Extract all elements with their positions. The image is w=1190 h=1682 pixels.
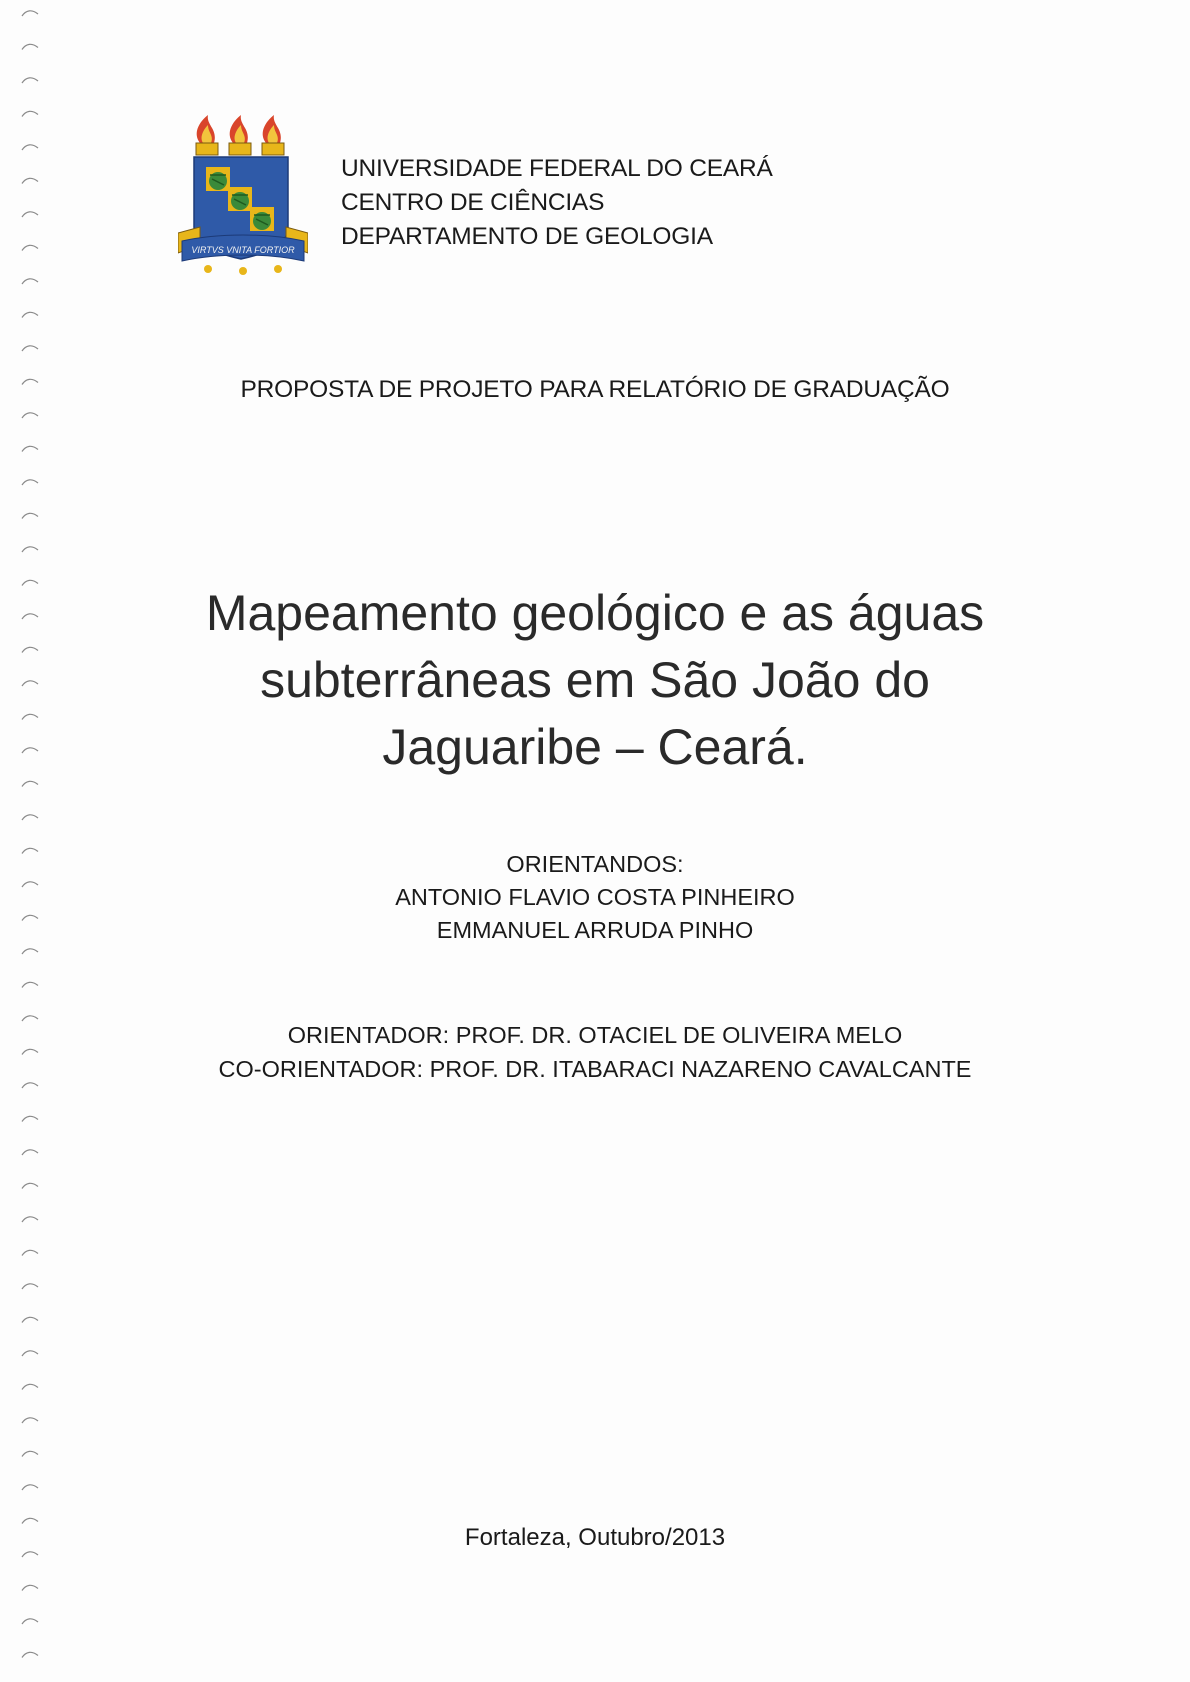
binding-hole-mark (22, 1552, 38, 1557)
binding-hole-mark (22, 145, 38, 150)
university-crest-logo (178, 115, 308, 287)
binding-hole-mark (22, 111, 38, 116)
binding-hole-mark (22, 11, 38, 16)
university-name: UNIVERSIDADE FEDERAL DO CEARÁ (341, 155, 773, 182)
department-name: DEPARTAMENTO DE GEOLOGIA (341, 223, 713, 250)
binding-hole-mark (22, 1116, 38, 1121)
student-name: ANTONIO FLAVIO COSTA PINHEIRO (395, 884, 795, 910)
binding-hole-mark (22, 312, 38, 317)
binding-hole-mark (22, 78, 38, 83)
co-advisor-line: CO-ORIENTADOR: PROF. DR. ITABARACI NAZARENO CAVALCANTE (218, 1056, 972, 1082)
binding-hole-mark (22, 212, 38, 217)
student-name: EMMANUEL ARRUDA PINHO (436, 917, 754, 943)
binding-hole-mark (22, 547, 38, 552)
binding-hole-mark (22, 982, 38, 987)
binding-hole-mark (22, 513, 38, 518)
binding-hole-mark (22, 44, 38, 49)
binding-hole-mark (22, 1317, 38, 1322)
binding-hole-mark (22, 1351, 38, 1356)
crest-motto-text: VIRTVS VNITA FORTIOR (191, 245, 295, 255)
spiral-binding-marks (18, 0, 58, 1682)
document-title (0, 580, 1190, 781)
place-and-date: Fortaleza, Outubro/2013 (464, 1524, 726, 1551)
binding-hole-mark (22, 1451, 38, 1456)
advisors-block (0, 1018, 1190, 1086)
binding-hole-mark (22, 815, 38, 820)
title-line-2: subterrâneas em São João do (260, 652, 930, 708)
proposal-heading: PROPOSTA DE PROJETO PARA RELATÓRIO DE GRADUAÇÃO (240, 376, 950, 403)
binding-hole-mark (22, 1250, 38, 1255)
binding-hole-mark (22, 279, 38, 284)
binding-hole-mark (22, 1183, 38, 1188)
binding-hole-mark (22, 480, 38, 485)
binding-hole-mark (22, 346, 38, 351)
binding-hole-mark (22, 413, 38, 418)
binding-hole-mark (22, 245, 38, 250)
binding-hole-mark (22, 1652, 38, 1657)
binding-hole-mark (22, 1217, 38, 1222)
binding-hole-mark (22, 1619, 38, 1624)
binding-hole-mark (22, 1418, 38, 1423)
binding-hole-mark (22, 1585, 38, 1590)
binding-hole-mark (22, 1518, 38, 1523)
title-line-1: Mapeamento geológico e as águas (205, 585, 985, 641)
students-block (0, 848, 1190, 947)
students-label: ORIENTANDOS: (506, 851, 684, 877)
title-line-3: Jaguaribe – Ceará. (382, 719, 808, 775)
binding-hole-mark (22, 781, 38, 786)
binding-hole-mark (22, 178, 38, 183)
binding-hole-mark (22, 446, 38, 451)
binding-hole-mark (22, 1384, 38, 1389)
binding-hole-mark (22, 949, 38, 954)
center-name: CENTRO DE CIÊNCIAS (341, 189, 605, 216)
institution-header (341, 152, 773, 254)
binding-hole-mark (22, 1150, 38, 1155)
advisor-line: ORIENTADOR: PROF. DR. OTACIEL DE OLIVEIRA MELO (287, 1022, 903, 1048)
binding-hole-mark (22, 1485, 38, 1490)
binding-hole-mark (22, 1284, 38, 1289)
